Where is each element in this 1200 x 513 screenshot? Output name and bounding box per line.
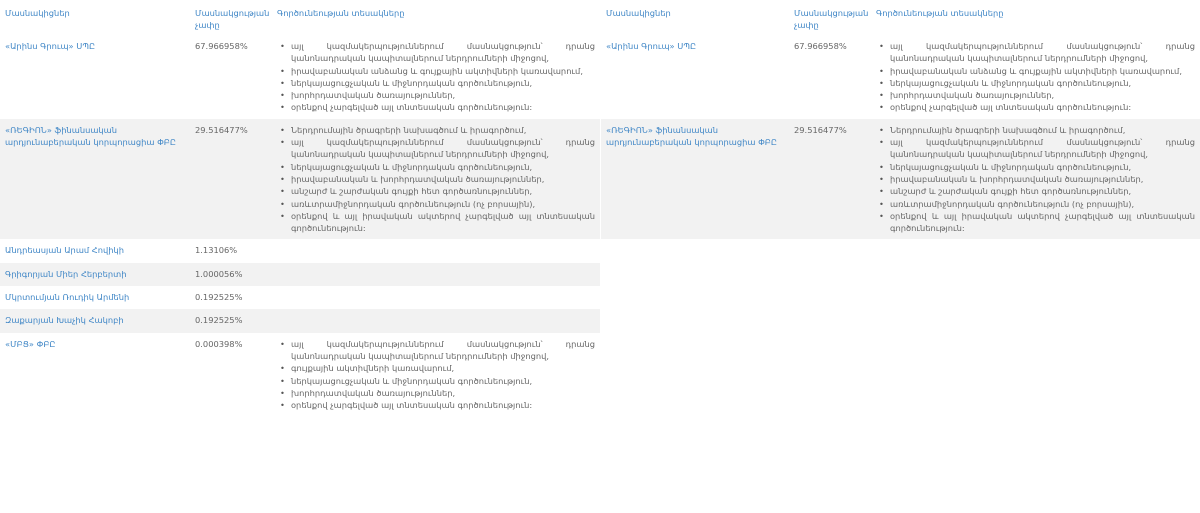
shareholders-table-right bbox=[601, 0, 1200, 239]
participant-name: Գրիգորյան Միեր Հերբերտի bbox=[0, 263, 190, 286]
table-row bbox=[0, 333, 600, 417]
participant-activities bbox=[272, 286, 600, 309]
participant-name: «ՌԵԳԻՈՆ» ֆինանսական արդյունաբերական կորպորացիա ՓԲԸ bbox=[0, 119, 190, 240]
list-item: • ներկայացուցչական և միջնորդական գործունեություն, bbox=[291, 77, 595, 89]
participant-share: 67.966958% bbox=[794, 41, 847, 51]
participant-activities bbox=[272, 239, 600, 262]
header-share: Մասնակցության չափը bbox=[794, 8, 869, 30]
list-item: • ներկայացուցչական և միջնորդական գործունեություն, bbox=[890, 77, 1195, 89]
table-header-row bbox=[0, 0, 600, 35]
list-item: • այլ կազմակերպություններում մասնակցություն՝ դրանց կանոնադրական կապիտալներում ներդրումների միջոցով, bbox=[291, 136, 595, 161]
participant-share: 0.000398% bbox=[195, 338, 243, 349]
participant-share: 29.516477% bbox=[789, 119, 871, 240]
participant-activities bbox=[272, 263, 600, 286]
list-item: • անշարժ և շարժական գույքի հետ գործառնություններ, bbox=[890, 185, 1195, 197]
table-header-row bbox=[601, 0, 1200, 35]
shareholders-table-left bbox=[0, 0, 600, 416]
participant-share: 29.516477% bbox=[190, 119, 272, 240]
list-item: • ներկայացուցչական և միջնորդական գործունեություն, bbox=[291, 161, 595, 173]
header-share: Մասնակցության չափը bbox=[195, 8, 270, 30]
list-item: • իրավաբանական անձանց և գույքային ակտիվների կառավարում, bbox=[890, 65, 1195, 77]
header-activities: Գործունեության տեսակները bbox=[277, 8, 405, 18]
list-item: • այլ կազմակերպություններում մասնակցություն՝ դրանց կանոնադրական կապիտալներում ներդրումների միջոցով, bbox=[291, 338, 595, 363]
list-item: • իրավաբանական անձանց և գույքային ակտիվների կառավարում, bbox=[291, 65, 595, 77]
list-item: • այլ կազմակերպություններում մասնակցություն՝ դրանց կանոնադրական կապիտալներում ներդրումների միջոցով, bbox=[890, 40, 1195, 65]
participant-name: Մկրտումյան Ռուդիկ Արմենի bbox=[5, 292, 130, 303]
list-item: • անշարժ և շարժական գույքի հետ գործառնություններ, bbox=[291, 185, 595, 197]
participant-activities bbox=[272, 309, 600, 332]
participant-activities bbox=[871, 119, 1200, 240]
list-item: • ներկայացուցչական և միջնորդական գործունեություն, bbox=[291, 375, 595, 387]
list-item: • խորհրդատվական ծառայություններ, bbox=[291, 387, 595, 399]
list-item: • ներկայացուցչական և միջնորդական գործունեություն, bbox=[890, 161, 1195, 173]
participant-share: 1.000056% bbox=[190, 263, 272, 286]
header-participants: Մասնակիցներ bbox=[606, 8, 671, 18]
participant-share: 67.966958% bbox=[195, 41, 248, 51]
participant-share: 1.13106% bbox=[195, 245, 238, 256]
list-item: • գույքային ակտիվների կառավարում, bbox=[291, 362, 595, 374]
list-item: • Ներդրումային ծրագրերի նախագծում և իրագործում, bbox=[291, 124, 595, 136]
list-item: • այլ կազմակերպություններում մասնակցություն՝ դրանց կանոնադրական կապիտալներում ներդրումների միջոցով, bbox=[291, 40, 595, 65]
list-item: • առևտրամիջնորդական գործունեություն (ոչ բորսային), bbox=[890, 198, 1195, 210]
list-item: • այլ կազմակերպություններում մասնակցություն՝ դրանց կանոնադրական կապիտալներում ներդրումների միջոցով, bbox=[890, 136, 1195, 161]
header-activities: Գործունեության տեսակները bbox=[876, 8, 1004, 18]
list-item: • օրենքով չարգելված այլ տնտեսական գործունեություն: bbox=[291, 399, 595, 411]
participant-share: 0.192525% bbox=[190, 309, 272, 332]
participant-name: «Արինս Գրուպ» ՍՊԸ bbox=[5, 41, 96, 51]
list-item: • օրենքով և այլ իրավական ակտերով չարգելված այլ տնտեսական գործունեություն: bbox=[890, 210, 1195, 235]
list-item: • օրենքով և այլ իրավական ակտերով չարգելված այլ տնտեսական գործունեություն: bbox=[291, 210, 595, 235]
participant-activities bbox=[272, 333, 600, 417]
list-item: • խորհրդատվական ծառայություններ, bbox=[291, 89, 595, 101]
table-row bbox=[0, 119, 600, 240]
list-item: • օրենքով չարգելված այլ տնտեսական գործունեություն: bbox=[890, 101, 1195, 113]
participant-name: «ՌԵԳԻՈՆ» ֆինանսական արդյունաբերական կորպորացիա ՓԲԸ bbox=[601, 119, 789, 240]
list-item: • իրավաբանական և խորհրդատվական ծառայություններ, bbox=[890, 173, 1195, 185]
table-row bbox=[601, 119, 1200, 240]
participant-activities bbox=[871, 35, 1200, 119]
participant-activities bbox=[272, 35, 600, 119]
list-item: • օրենքով չարգելված այլ տնտեսական գործունեություն: bbox=[291, 101, 595, 113]
list-item: • խորհրդատվական ծառայություններ, bbox=[890, 89, 1195, 101]
table-row bbox=[0, 239, 600, 262]
table-row bbox=[0, 309, 600, 332]
table-row bbox=[601, 35, 1200, 119]
participant-name: Զաքարյան Խաչիկ Հակոբի bbox=[0, 309, 190, 332]
list-item: • Ներդրումային ծրագրերի նախագծում և իրագործում, bbox=[890, 124, 1195, 136]
participant-share: 0.192525% bbox=[195, 292, 243, 303]
header-participants: Մասնակիցներ bbox=[5, 8, 70, 18]
table-row bbox=[0, 35, 600, 119]
list-item: • առևտրամիջնորդական գործունեություն (ոչ բորսային), bbox=[291, 198, 595, 210]
participant-name: «Արինս Գրուպ» ՍՊԸ bbox=[606, 41, 697, 51]
list-item: • իրավաբանական և խորհրդատվական ծառայություններ, bbox=[291, 173, 595, 185]
participant-activities bbox=[272, 119, 600, 240]
table-row bbox=[0, 286, 600, 309]
participant-name: «ՄԲՑ» ՓԲԸ bbox=[5, 338, 56, 349]
participant-name: Անդրեասյան Արամ Հովիկի bbox=[5, 245, 125, 256]
table-row bbox=[0, 263, 600, 286]
